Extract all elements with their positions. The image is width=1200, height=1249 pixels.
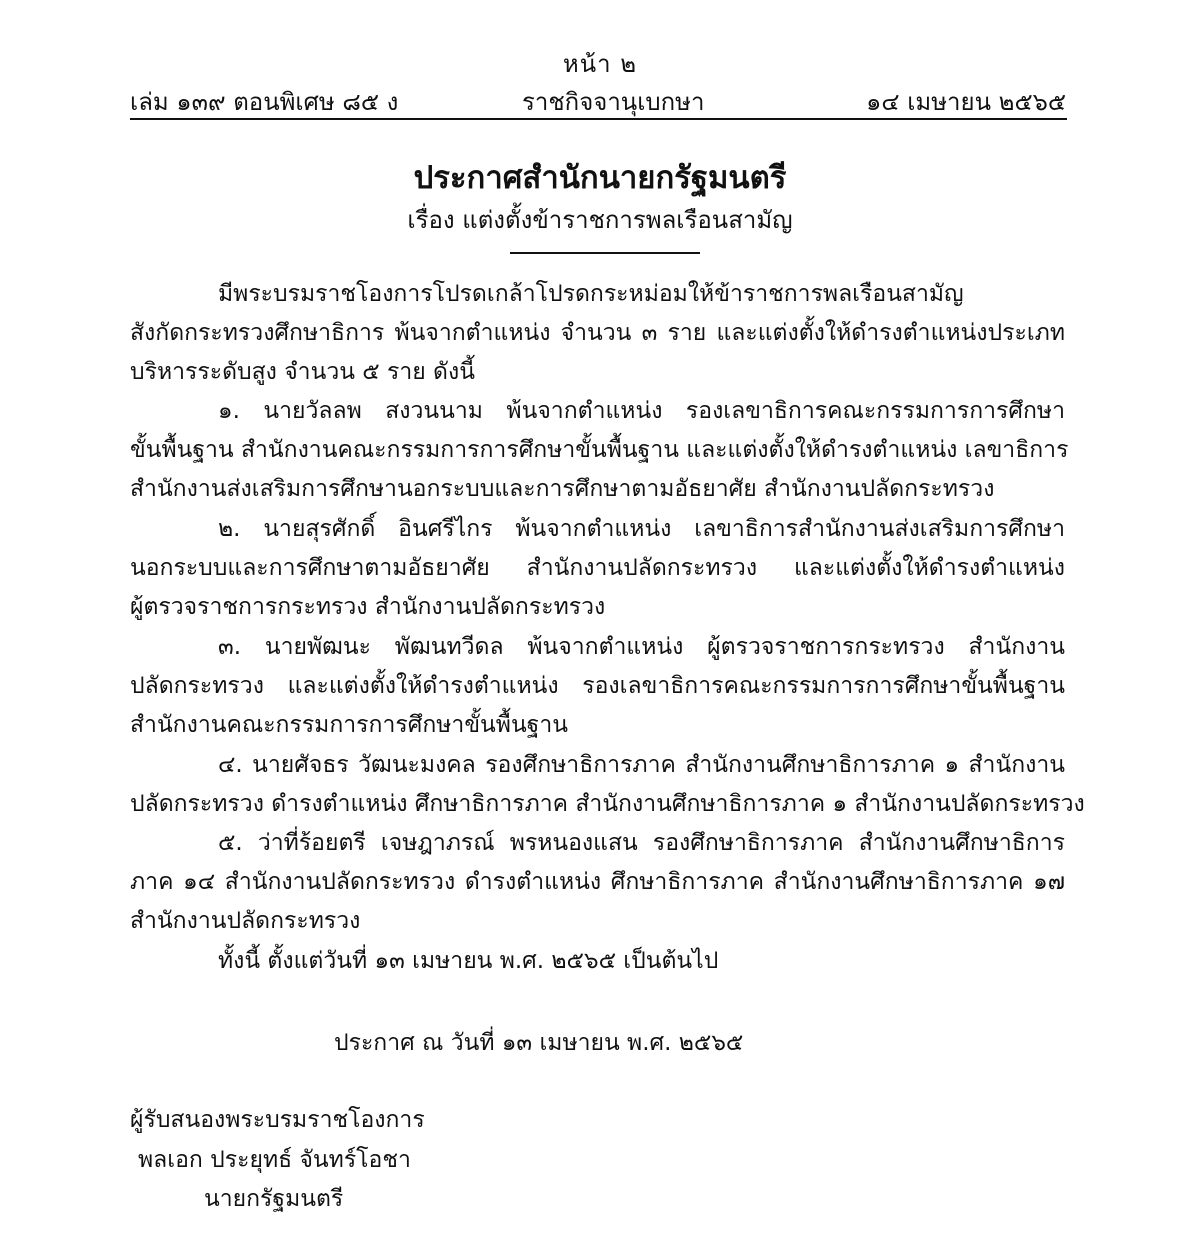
countersign-label: ผู้รับสนองพระบรมราชโองการ xyxy=(130,1107,425,1133)
item-3-line-3: สำนักงานคณะกรรมการการศึกษาขั้นพื้นฐาน xyxy=(130,712,568,738)
item-2-line-2: นอกระบบและการศึกษาตามอัธยาศัย สำนักงานปลัดกระทรวง และแต่งตั้งให้ดำรงตำแหน่ง xyxy=(130,555,1065,581)
volume-issue: เล่ม ๑๓๙ ตอนพิเศษ ๘๕ ง xyxy=(130,88,399,116)
header-divider xyxy=(130,118,1067,120)
announcement-title: ประกาศสำนักนายกรัฐมนตรี xyxy=(413,160,787,196)
intro-line-1: มีพระบรมราชโองการโปรดเกล้าโปรดกระหม่อมให้ข้าราชการพลเรือนสามัญ xyxy=(218,281,964,307)
item-3-line-2: ปลัดกระทรวง และแต่งตั้งให้ดำรงตำแหน่ง รองเลขาธิการคณะกรรมการการศึกษาขั้นพื้นฐาน xyxy=(130,673,1065,699)
item-5-line-2: ภาค ๑๔ สำนักงานปลัดกระทรวง ดำรงตำแหน่ง ศึกษาธิการภาค สำนักงานศึกษาธิการภาค ๑๗ xyxy=(130,869,1065,895)
gazette-header xyxy=(130,82,1066,116)
item-5-line-1: ๕. ว่าที่ร้อยตรี เจษฎาภรณ์ พรหนองแสน รองศึกษาธิการภาค สำนักงานศึกษาธิการ xyxy=(218,830,1065,856)
signatory-name: พลเอก ประยุทธ์ จันทร์โอชา xyxy=(138,1147,411,1173)
item-3-line-1: ๓. นายพัฒนะ พัฒนทวีดล พ้นจากตำแหน่ง ผู้ตรวจราชการกระทรวง สำนักงาน xyxy=(218,634,1065,660)
item-2-line-1: ๒. นายสุรศักดิ์ อินศรีไกร พ้นจากตำแหน่ง เลขาธิการสำนักงานส่งเสริมการศึกษา xyxy=(218,516,1065,542)
publication-name: ราชกิจจานุเบกษา xyxy=(522,88,705,116)
item-4-line-1: ๔. นายศัจธร วัฒนะมงคล รองศึกษาธิการภาค สำนักงานศึกษาธิการภาค ๑ สำนักงาน xyxy=(218,752,1065,778)
item-1-line-3: สำนักงานส่งเสริมการศึกษานอกระบบและการศึกษาตามอัธยาศัย สำนักงานปลัดกระทรวง xyxy=(130,476,995,502)
publication-date: ๑๔ เมษายน ๒๕๖๕ xyxy=(866,88,1066,116)
item-4-line-2: ปลัดกระทรวง ดำรงตำแหน่ง ศึกษาธิการภาค สำนักงานศึกษาธิการภาค ๑ สำนักงานปลัดกระทรวง xyxy=(130,791,1085,817)
page-number: หน้า ๒ xyxy=(562,50,638,78)
effective-date: ทั้งนี้ ตั้งแต่วันที่ ๑๓ เมษายน พ.ศ. ๒๕๖๕ เป็นต้นไป xyxy=(218,948,719,974)
announcement-subject: เรื่อง แต่งตั้งข้าราชการพลเรือนสามัญ xyxy=(407,206,793,234)
proclamation-date: ประกาศ ณ วันที่ ๑๓ เมษายน พ.ศ. ๒๕๖๕ xyxy=(334,1030,744,1056)
intro-line-3: บริหารระดับสูง จำนวน ๕ ราย ดังนี้ xyxy=(130,359,475,385)
title-divider xyxy=(510,252,700,254)
intro-line-2: สังกัดกระทรวงศึกษาธิการ พ้นจากตำแหน่ง จำนวน ๓ ราย และแต่งตั้งให้ดำรงตำแหน่งประเภท xyxy=(130,320,1065,346)
item-1-line-1: ๑. นายวัลลพ สงวนนาม พ้นจากตำแหน่ง รองเลขาธิการคณะกรรมการการศึกษา xyxy=(218,398,1065,424)
item-1-line-2: ขั้นพื้นฐาน สำนักงานคณะกรรมการการศึกษาขั้นพื้นฐาน และแต่งตั้งให้ดำรงตำแหน่ง เลขาธิการ xyxy=(130,437,1069,463)
signatory-position: นายกรัฐมนตรี xyxy=(204,1186,344,1212)
item-2-line-3: ผู้ตรวจราชการกระทรวง สำนักงานปลัดกระทรวง xyxy=(130,594,606,620)
item-5-line-3: สำนักงานปลัดกระทรวง xyxy=(130,908,361,934)
